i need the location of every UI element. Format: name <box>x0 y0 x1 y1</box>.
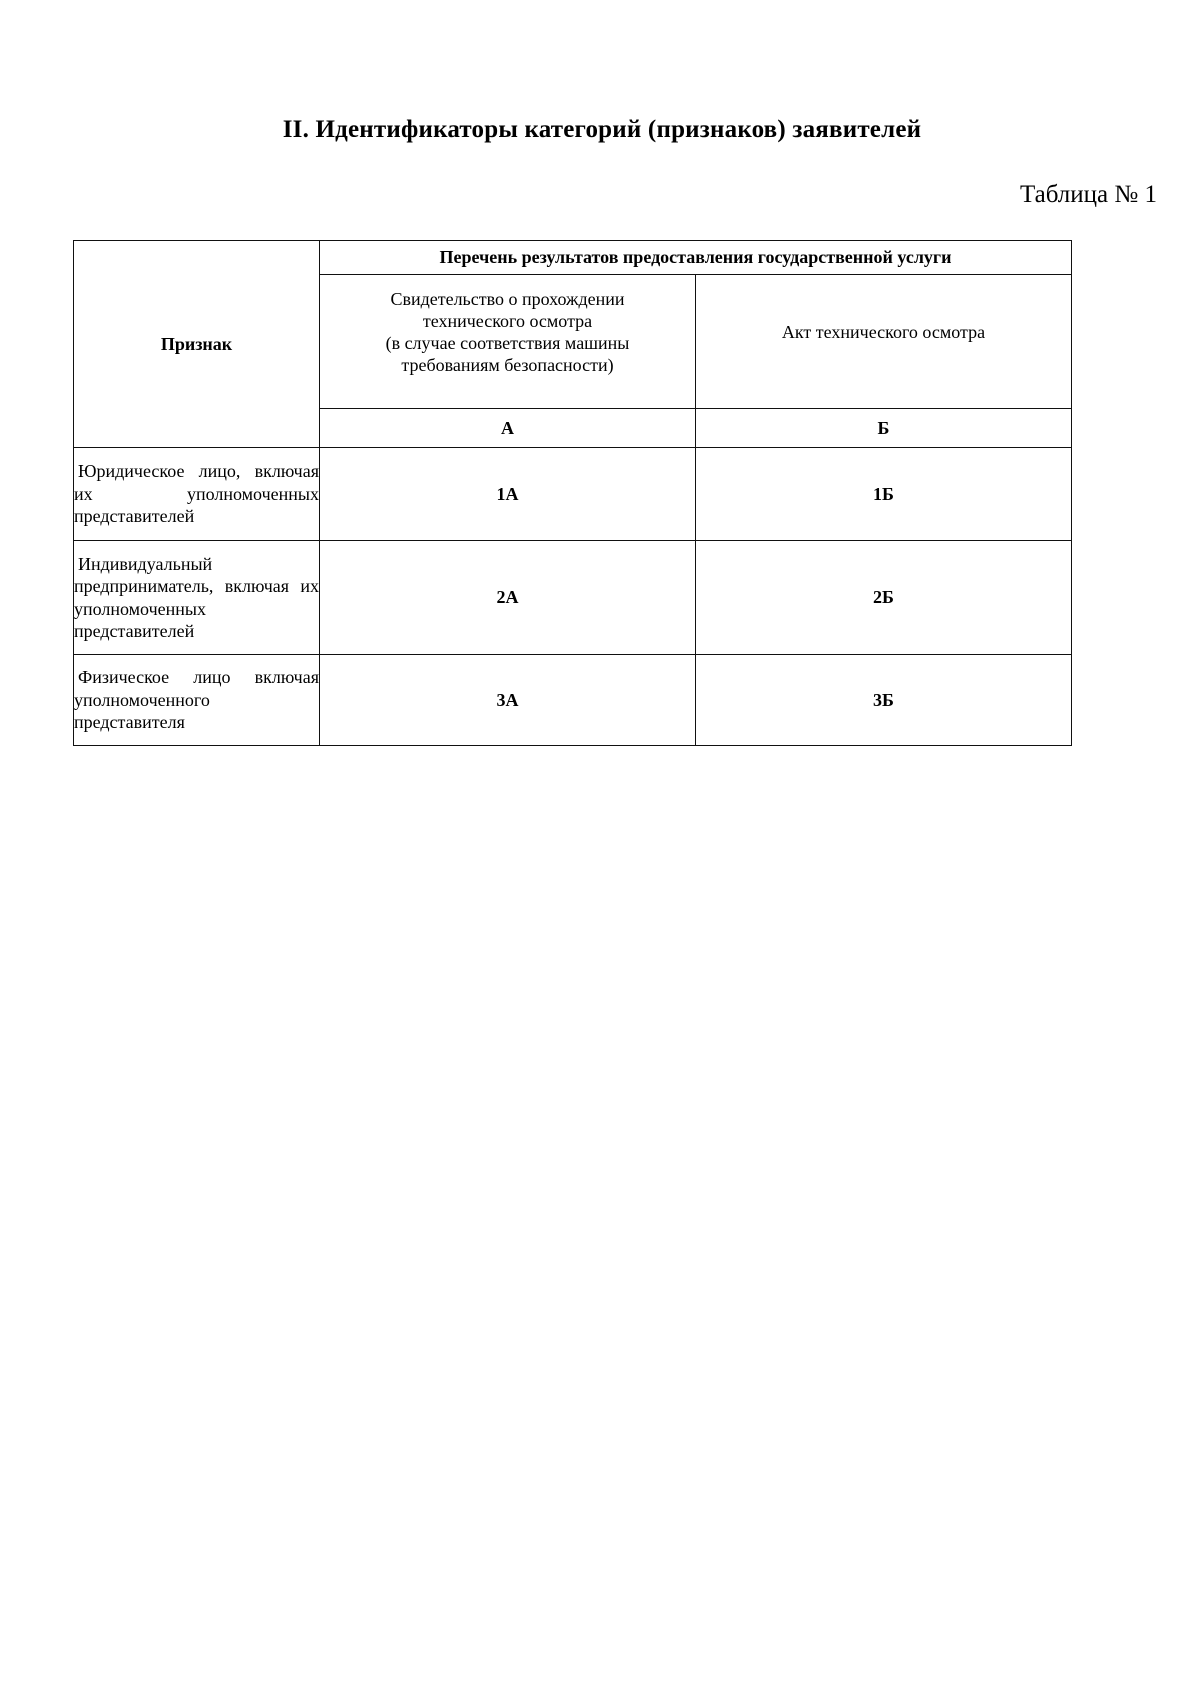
table-row <box>74 448 1072 541</box>
table-caption: Таблица № 1 <box>1019 181 1157 208</box>
code-cell: 1А <box>320 448 696 541</box>
feature-text: Юридическое лицо, включая их уполномоченных представителей <box>74 461 319 527</box>
code-cell: 3А <box>320 655 696 746</box>
result-header-line: требованиям безопасности) <box>401 354 614 375</box>
feature-header: Признак <box>74 241 320 448</box>
code-cell: 2Б <box>696 541 1072 655</box>
result-header-line: Свидетельство о прохождении <box>390 288 625 309</box>
code-cell: 1Б <box>696 448 1072 541</box>
feature-text: Индивидуальный предприниматель, включая их уполномоченных представителей <box>74 553 319 641</box>
feature-cell-legal-entity <box>74 448 320 541</box>
result-header-line: технического осмотра <box>422 310 593 331</box>
page-title: II. Идентификаторы категорий (признаков) заявителей <box>282 116 922 143</box>
feature-text: Физическое лицо включая уполномоченного представителя <box>74 667 319 733</box>
results-group-header: Перечень результатов предоставления государственной услуги <box>320 241 1072 275</box>
feature-cell-individual <box>74 655 320 746</box>
applicant-categories-table <box>73 240 1072 746</box>
header-row-group <box>74 241 1072 275</box>
code-cell: 2А <box>320 541 696 655</box>
column-letter-a: А <box>320 409 696 448</box>
result-header-certificate <box>320 275 696 409</box>
table-row <box>74 655 1072 746</box>
result-header-act <box>696 275 1072 409</box>
result-header-line: (в случае соответствия машины <box>385 332 630 353</box>
result-header-line: Акт технического осмотра <box>781 321 986 342</box>
code-cell: 3Б <box>696 655 1072 746</box>
table-row <box>74 541 1072 655</box>
feature-cell-entrepreneur <box>74 541 320 655</box>
column-letter-b: Б <box>696 409 1072 448</box>
